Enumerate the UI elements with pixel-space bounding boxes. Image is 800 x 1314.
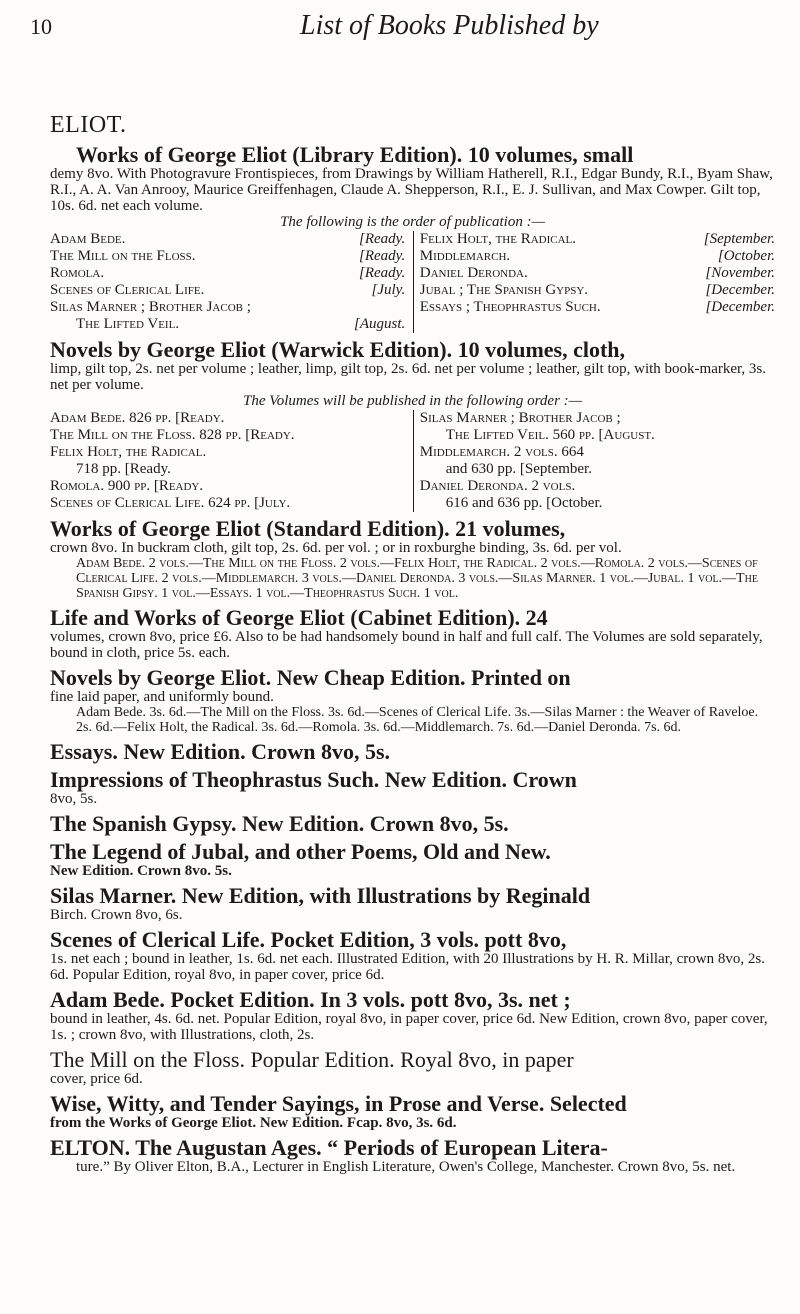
entry-details: New Edition. Crown 8vo. 5s. [50,863,232,879]
entry-silas-marner [50,884,775,923]
order-column-left [50,231,405,333]
list-item: The Lifted Veil. 560 pp. [August. [445,427,655,443]
entry-contents: Adam Bede. 3s. 6d.—The Mill on the Floss. 3s. 6d.—Scenes of Clerical Life. 3s.—Silas Marner : the Weaver of Raveloe. 2s. 6d.—Felix Holt, the Radical. 3s. 6d.—Romola. 3s. 6d.—Middlemarch. 7s. 6d.—Daniel Deronda. 7s. 6d. [76,705,759,735]
entry-title: The Mill on the Floss. Popular Edition. Royal 8vo, in paper [50,1047,574,1072]
entry-details: crown 8vo. In buckram cloth, gilt top, 2s. 6d. per vol. ; or in roxburghe binding, 3s. 6d. per vol. [50,540,622,556]
entry-details: fine laid paper, and uniformly bound. [50,689,274,705]
entry-title: Essays. New Edition. Crown 8vo, 5s. [50,739,391,764]
order-columns [50,231,775,333]
order-column-right [413,231,775,333]
list-item: Scenes of Clerical Life. 624 pp. [July. [50,495,291,511]
list-item: Middlemarch. [October. [419,248,775,264]
entry-title: Novels by George Eliot. New Cheap Edition. Printed on [50,665,571,690]
entry-title: Novels by George Eliot (Warwick Edition). 10 volumes, cloth, [50,337,626,362]
list-item: Essays ; Theophrastus Such. [December. [419,299,775,315]
list-item: Scenes of Clerical Life. [July. [50,282,406,298]
entry-title: Adam Bede. Pocket Edition. In 3 vols. pott 8vo, 3s. net ; [50,987,571,1012]
list-item: Adam Bede. 826 pp. [Ready. [50,410,225,426]
entry-wise-witty-sayings [50,1092,775,1131]
entry-details: cover, price 6d. [50,1071,143,1087]
list-item: Romola. [Ready. [50,265,406,281]
entry-adam-bede [50,988,775,1043]
entry-details: demy 8vo. With Photogravure Frontispieces, from Drawings by William Hatherell, R.I., Edgar Bundy, R.I., Byam Shaw, R.I., A. A. Van Anrooy, Maurice Greiffenhagen, Claude A. Shepperson, R.I., E. J. Sullivan, and Max Cowper. Gilt top, 10s. 6d. net each volume. [50,166,773,214]
entry-warwick-edition [50,338,775,512]
entry-mill-on-the-floss [50,1048,775,1087]
order-column-right [413,410,775,512]
order-note: The Volumes will be published in the following order :— [242,393,583,409]
list-item: Middlemarch. 2 vols. 664 [419,444,584,460]
entry-title: Works of George Eliot (Library Edition). 10 volumes, small [76,142,634,167]
running-title: List of Books Published by [300,10,599,41]
entry-details: volumes, crown 8vo, price £6. Also to be had handsomely bound in half and full calf. The Volumes are sold separately, bound in cloth, price 5s. each. [50,629,763,661]
order-column-left [50,410,405,512]
entry-details: from the Works of George Eliot. New Edition. Fcap. 8vo, 3s. 6d. [50,1115,457,1131]
entry-standard-edition [50,517,775,601]
entry-elton-augustan-ages [50,1136,775,1175]
entry-details: 1s. net each ; bound in leather, 1s. 6d. net each. Illustrated Edition, with 20 Illustrations by H. R. Millar, crown 8vo, 2s. 6d. Popular Edition, royal 8vo, in paper cover, price 6d. [50,951,765,983]
entry-details: ture.” By Oliver Elton, B.A., Lecturer in English Literature, Owen's College, Manchester. Crown 8vo, 5s. net. [76,1159,736,1175]
list-item: and 630 pp. [September. [445,461,592,477]
entry-details: Birch. Crown 8vo, 6s. [50,907,183,923]
entry-title: Impressions of Theophrastus Such. New Edition. Crown [50,767,577,792]
list-item: The Lifted Veil. [August. [76,316,406,332]
entry-scenes-of-clerical-life [50,928,775,983]
author-heading-eliot: ELIOT. [50,112,127,138]
entry-title: The Legend of Jubal, and other Poems, Old and New. [50,839,551,864]
entry-title: Works of George Eliot (Standard Edition). 21 volumes, [50,516,566,541]
entry-spanish-gypsy [50,812,775,835]
list-item: Felix Holt, the Radical. [September. [419,231,775,247]
entry-cabinet-edition [50,606,775,661]
entry-details: limp, gilt top, 2s. net per volume ; leather, limp, gilt top, 2s. 6d. net per volume ; leather, gilt top, with book-marker, 3s. net per volume. [50,361,766,393]
entry-title: Life and Works of George Eliot (Cabinet Edition). 24 [50,605,548,630]
page-number: 10 [30,14,52,39]
entry-title: The Spanish Gypsy. New Edition. Crown 8vo, 5s. [50,811,509,836]
entry-title: ELTON. The Augustan Ages. “ Periods of European Litera- [50,1135,608,1160]
list-item: 718 pp. [Ready. [76,461,171,477]
order-note: The following is the order of publication :— [280,214,545,230]
list-item: Silas Marner ; Brother Jacob ; [50,299,251,315]
list-item: Daniel Deronda. 2 vols. [419,478,576,494]
list-item: Jubal ; The Spanish Gypsy. [December. [419,282,775,298]
entry-title: Scenes of Clerical Life. Pocket Edition, 3 vols. pott 8vo, [50,927,567,952]
entry-essays [50,740,775,763]
list-item: 616 and 636 pp. [October. [445,495,603,511]
entry-legend-of-jubal [50,840,775,879]
entry-details: 8vo, 5s. [50,791,98,807]
entry-impressions [50,768,775,807]
list-item: Felix Holt, the Radical. [50,444,207,460]
list-item: The Mill on the Floss. [Ready. [50,248,406,264]
order-columns [50,410,775,512]
book-list [50,112,775,1180]
list-item: The Mill on the Floss. 828 pp. [Ready. [50,427,295,443]
entry-title: Wise, Witty, and Tender Sayings, in Prose and Verse. Selected [50,1091,627,1116]
list-item: Silas Marner ; Brother Jacob ; [419,410,621,426]
entry-contents: Adam Bede. 2 vols.—The Mill on the Floss. 2 vols.—Felix Holt, the Radical. 2 vols.—Romola. 2 vols.—Scenes of Clerical Life. 2 vols.—Middlemarch. 3 vols.—Daniel Deronda. 3 vols.—Silas Marner. 1 vol.—Jubal. 1 vol.—The Spanish Gipsy. 1 vol.—Essays. 1 vol.—Theophrastus Such. 1 vol. [76,556,758,601]
entry-library-edition [50,143,775,333]
list-item: Romola. 900 pp. [Ready. [50,478,204,494]
entry-details: bound in leather, 4s. 6d. net. Popular Edition, royal 8vo, in paper cover, price 6d. New Edition, crown 8vo, paper cover, 1s. ; crown 8vo, with Illustrations, cloth, 2s. [50,1011,768,1043]
list-item: Daniel Deronda. [November. [419,265,775,281]
list-item: Adam Bede. [Ready. [50,231,406,247]
entry-cheap-edition [50,666,775,735]
entry-title: Silas Marner. New Edition, with Illustrations by Reginald [50,883,591,908]
